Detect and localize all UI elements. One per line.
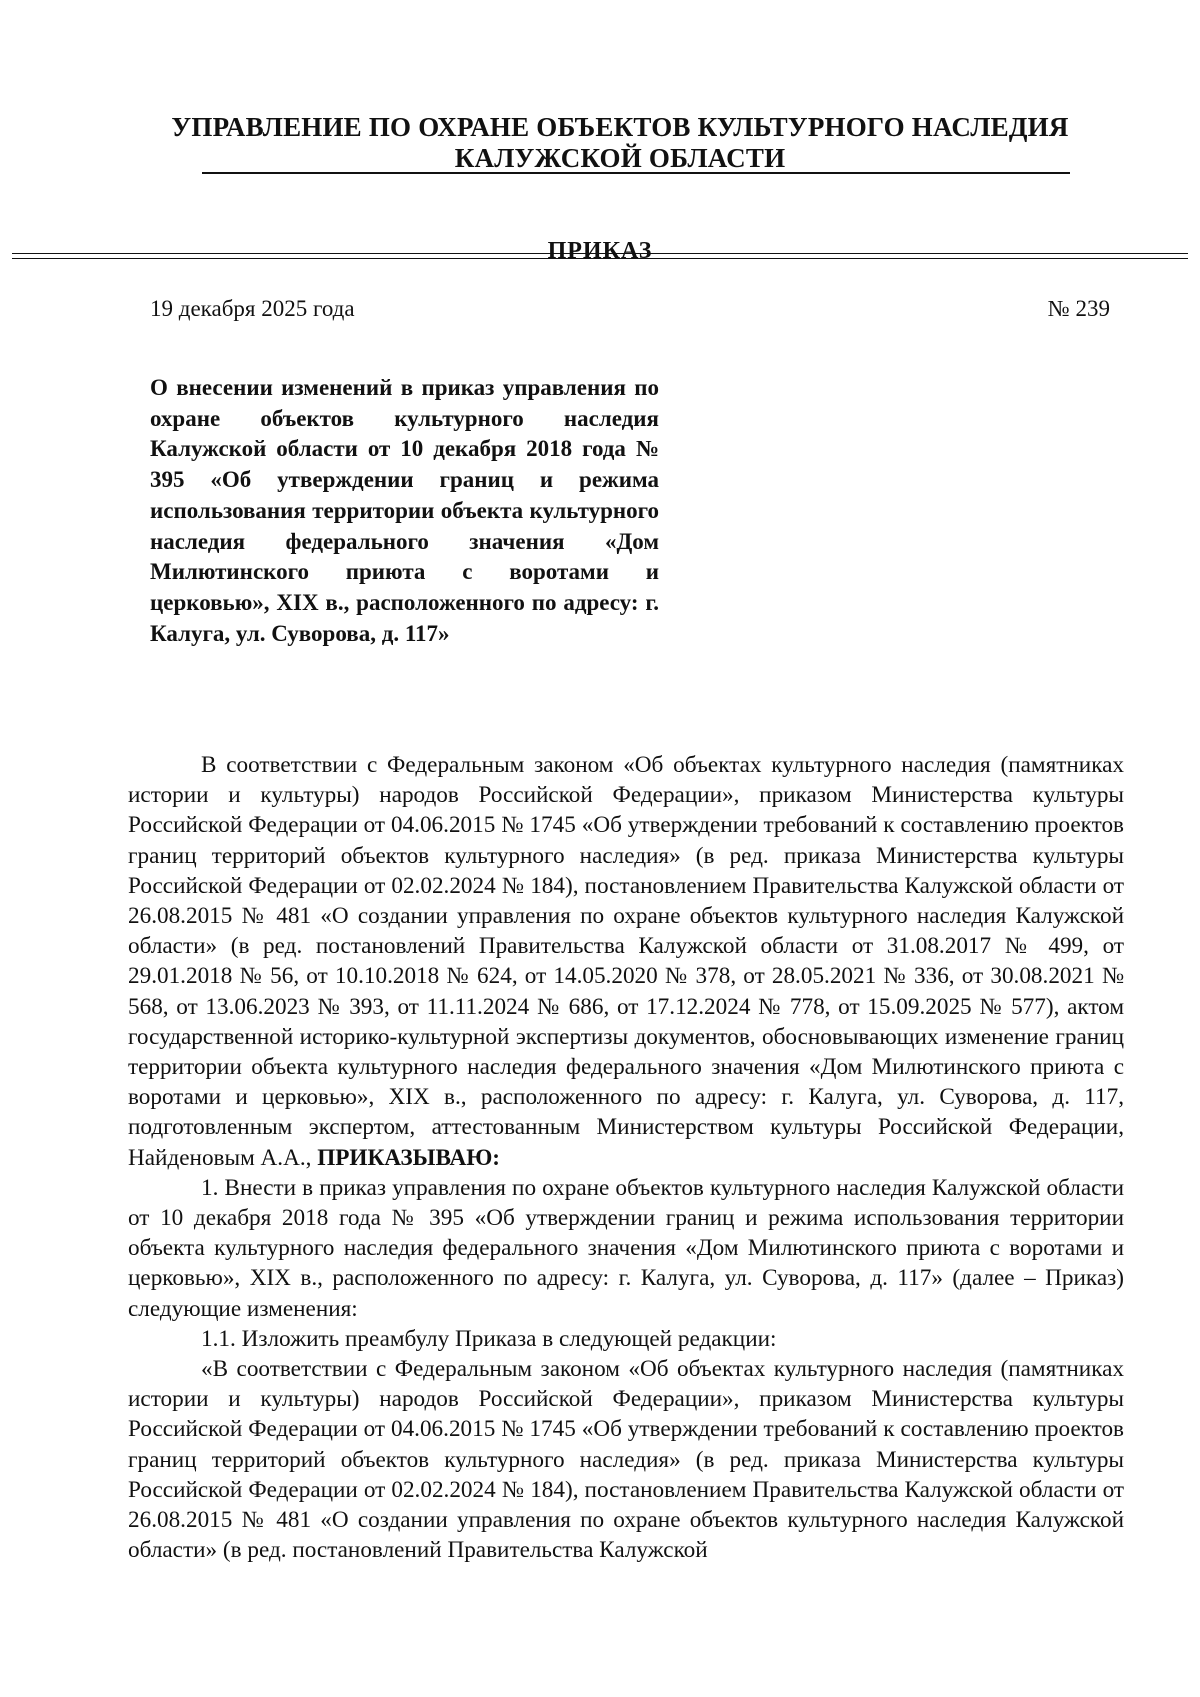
- preamble-paragraph: [128, 750, 1124, 1173]
- item-1: 1. Внести в приказ управления по охране объектов культурного наследия Калужской области от 10 декабря 2018 года № 395 «Об утверждении границ и режима использования территории объекта культурного наследия федерального значения «Дом Милютинского приюта с воротами и церковью», XIX в., расположенного по адресу: г. Калуга, ул. Суворова, д. 117» (далее – Приказ) следующие изменения:: [128, 1174, 1124, 1322]
- item-1-1: 1.1. Изложить преамбулу Приказа в следующей редакции:: [201, 1325, 777, 1352]
- quoted-preamble: «В соответствии с Федеральным законом «Об объектах культурного наследия (памятниках истории и культуры) народов Российской Федерации», приказом Министерства культуры Российской Федерации от 04.06.2015 № 1745 «Об утверждении требований к составлению проектов границ территорий объектов культурного наследия» (в ред. приказа Министерства культуры Российской Федерации от 02.02.2024 № 184), постановлением Правительства Калужской области от 26.08.2015 № 481 «О создании управления по охране объектов культурного наследия Калужской области» (в ред. постановлений Правительства Калужской: [128, 1356, 1124, 1564]
- order-body: [128, 750, 1124, 1565]
- order-subject: О внесении изменений в приказ управления по охране объектов культурного наследия Калужской области от 10 декабря 2018 года № 395 «Об утверждении границ и режима использования территории объекта культурного наследия федерального значения «Дом Милютинского приюта с воротами и церковью», XIX в., расположенного по адресу: г. Калуга, ул. Суворова, д. 117»: [150, 375, 659, 646]
- order-directive: ПРИКАЗЫВАЮ:: [317, 1144, 501, 1171]
- document-type-title: ПРИКАЗ: [547, 238, 653, 264]
- org-name-line1: УПРАВЛЕНИЕ ПО ОХРАНЕ ОБЪЕКТОВ КУЛЬТУРНОГО НАСЛЕДИЯ: [171, 112, 1069, 142]
- order-number: № 239: [1047, 296, 1110, 321]
- org-name-line2: КАЛУЖСКОЙ ОБЛАСТИ: [454, 143, 786, 173]
- preamble-text: В соответствии с Федеральным законом «Об объектах культурного наследия (памятниках истории и культуры) народов Российской Федерации», приказом Министерства культуры Российской Федерации от 04.06.2015 № 1745 «Об утверждении требований к составлению проектов границ территорий объектов культурного наследия» (в ред. приказа Министерства культуры Российской Федерации от 02.02.2024 № 184), постановлением Правительства Калужской области от 26.08.2015 № 481 «О создании управления по охране объектов культурного наследия Калужской области» (в ред. постановлений Правительства Калужской области от 31.08.2017 № 499, от 29.01.2018 № 56, от 10.10.2018 № 624, от 14.05.2020 № 378, от 28.05.2021 № 336, от 30.08.2021 № 568, от 13.06.2023 № 393, от 11.11.2024 № 686, от 17.12.2024 № 778, от 15.09.2025 № 577), актом государственной историко-культурной экспертизы документов, обосновывающих изменение границ территории объекта культурного наследия федерального значения «Дом Милютинского приюта с воротами и церковью», XIX в., расположенного по адресу: г. Калуга, ул. Суворова, д. 117, подготовленным экспертом, аттестованным Министерством культуры Российской Федерации, Найденовым А.А.,: [128, 752, 1124, 1171]
- order-date: 19 декабря 2025 года: [150, 296, 355, 321]
- org-underline: [202, 172, 1070, 174]
